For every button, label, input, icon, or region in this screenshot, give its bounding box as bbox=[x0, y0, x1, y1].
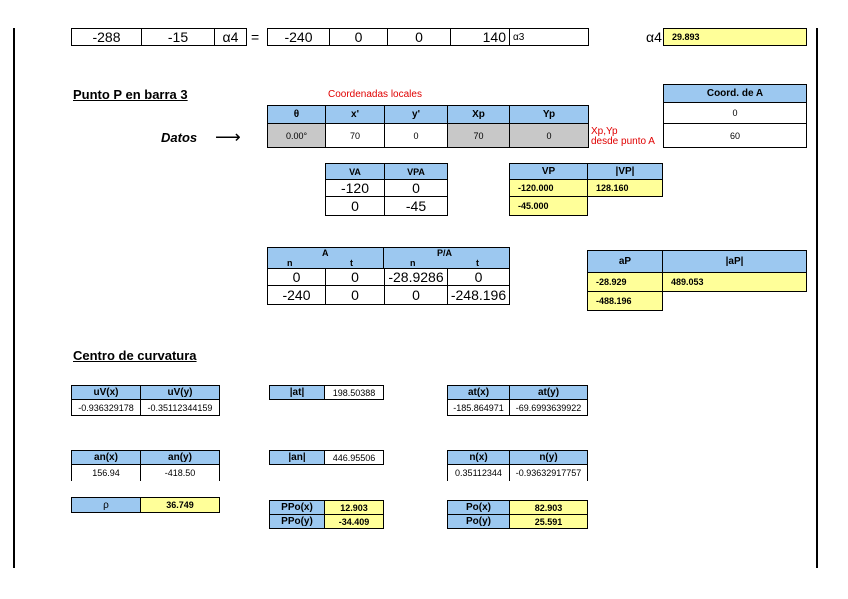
rho-label: ρ bbox=[71, 497, 141, 513]
top-cell-4[interactable]: -240 bbox=[267, 28, 330, 46]
nx-value[interactable]: 0.35112344 bbox=[447, 464, 510, 481]
header-anx: an(x) bbox=[71, 450, 141, 465]
value-x-local[interactable]: 70 bbox=[325, 123, 385, 148]
top-cell-7[interactable]: 140 bbox=[450, 28, 510, 46]
alpha4-value[interactable]: 29.893 bbox=[663, 28, 807, 46]
header-a-t: t bbox=[350, 258, 353, 268]
header-vpa: VPA bbox=[384, 163, 448, 180]
at-abs-value[interactable]: 198.50388 bbox=[324, 385, 384, 400]
alpha4-label: α4 bbox=[646, 29, 662, 45]
at-abs-label: |at| bbox=[269, 385, 325, 400]
po-x-label: Po(x) bbox=[447, 500, 510, 515]
top-cell-8[interactable]: α3 bbox=[509, 28, 589, 46]
ap-t[interactable]: -488.196 bbox=[587, 291, 663, 311]
an-abs-label: |an| bbox=[269, 450, 325, 465]
uvy-value[interactable]: -0.35112344159 bbox=[140, 399, 220, 416]
po-y-value[interactable]: 25.591 bbox=[509, 514, 588, 529]
rho-value[interactable]: 36.749 bbox=[140, 497, 220, 513]
header-xp: Xp bbox=[447, 105, 510, 124]
top-cell-3[interactable]: α4 bbox=[214, 28, 247, 46]
ny-value[interactable]: -0.93632917757 bbox=[509, 464, 588, 481]
header-uvy: uV(y) bbox=[140, 385, 220, 400]
header-any: an(y) bbox=[140, 450, 220, 465]
right-border bbox=[816, 28, 818, 568]
xp-yp-note-line2: desde punto A bbox=[591, 136, 655, 147]
header-pa-label: P/A bbox=[437, 248, 453, 258]
header-va: VA bbox=[325, 163, 385, 180]
top-cell-6[interactable]: 0 bbox=[387, 28, 451, 46]
an-abs-value[interactable]: 446.95506 bbox=[324, 450, 384, 465]
value-theta[interactable]: 0.00° bbox=[267, 123, 326, 148]
coord-a-x[interactable]: 0 bbox=[663, 102, 807, 124]
header-a-n: n bbox=[287, 258, 293, 268]
coord-a-y[interactable]: 60 bbox=[663, 123, 807, 148]
header-pa-t: t bbox=[476, 258, 479, 268]
top-cell-1[interactable]: -288 bbox=[71, 28, 142, 46]
xp-yp-note-line1: Xp,Yp bbox=[591, 126, 618, 137]
acc-r1-c4[interactable]: 0 bbox=[447, 268, 510, 286]
vp-y[interactable]: -45.000 bbox=[509, 196, 588, 216]
header-y-local: y' bbox=[384, 105, 448, 124]
header-ny: n(y) bbox=[509, 450, 588, 465]
header-a-label: A bbox=[322, 248, 329, 258]
header-yp: Yp bbox=[509, 105, 589, 124]
section-title-curvatura: Centro de curvatura bbox=[73, 348, 197, 363]
acc-r1-c1[interactable]: 0 bbox=[267, 268, 326, 286]
anx-value[interactable]: 156.94 bbox=[71, 464, 141, 481]
local-coords-label: Coordenadas locales bbox=[328, 89, 422, 100]
atx-value[interactable]: -185.864971 bbox=[447, 399, 510, 416]
ppo-y-label: PPo(y) bbox=[269, 514, 325, 529]
aty-value[interactable]: -69.6993639922 bbox=[509, 399, 588, 416]
ppo-x-value[interactable]: 12.903 bbox=[324, 500, 384, 515]
acc-r1-c3[interactable]: -28.9286 bbox=[384, 268, 448, 286]
header-aty: at(y) bbox=[509, 385, 588, 400]
va-row1[interactable]: -120 bbox=[325, 179, 385, 197]
left-border bbox=[13, 28, 15, 568]
datos-label: Datos bbox=[161, 130, 198, 145]
acc-r1-c2[interactable]: 0 bbox=[325, 268, 385, 286]
acc-r2-c3[interactable]: 0 bbox=[384, 285, 448, 305]
acc-r2-c4[interactable]: -248.196 bbox=[447, 285, 510, 305]
header-x-local: x' bbox=[325, 105, 385, 124]
vpa-row2[interactable]: -45 bbox=[384, 196, 448, 216]
equals-sign: = bbox=[251, 29, 260, 45]
header-pa-n: n bbox=[410, 258, 416, 268]
value-xp[interactable]: 70 bbox=[447, 123, 510, 148]
po-y-label: Po(y) bbox=[447, 514, 510, 529]
header-nx: n(x) bbox=[447, 450, 510, 465]
value-y-local[interactable]: 0 bbox=[384, 123, 448, 148]
header-vp-mag: |VP| bbox=[587, 163, 663, 180]
any-value[interactable]: -418.50 bbox=[140, 464, 220, 481]
header-atx: at(x) bbox=[447, 385, 510, 400]
vp-mag[interactable]: 128.160 bbox=[587, 179, 663, 197]
po-x-value[interactable]: 82.903 bbox=[509, 500, 588, 515]
ppo-x-label: PPo(x) bbox=[269, 500, 325, 515]
header-ap-mag: |aP| bbox=[662, 250, 807, 273]
section-title-punto-p: Punto P en barra 3 bbox=[73, 87, 188, 102]
header-theta: θ bbox=[267, 105, 326, 124]
va-row2[interactable]: 0 bbox=[325, 196, 385, 216]
ap-n[interactable]: -28.929 bbox=[587, 272, 663, 292]
ap-mag[interactable]: 489.053 bbox=[662, 272, 807, 292]
vpa-row1[interactable]: 0 bbox=[384, 179, 448, 197]
header-ap: aP bbox=[587, 250, 663, 273]
header-vp: VP bbox=[509, 163, 588, 180]
coord-a-header: Coord. de A bbox=[663, 84, 807, 103]
acc-r2-c2[interactable]: 0 bbox=[325, 285, 385, 305]
top-cell-5[interactable]: 0 bbox=[329, 28, 388, 46]
top-cell-2[interactable]: -15 bbox=[141, 28, 215, 46]
header-uvx: uV(x) bbox=[71, 385, 141, 400]
value-yp[interactable]: 0 bbox=[509, 123, 589, 148]
ppo-y-value[interactable]: -34.409 bbox=[324, 514, 384, 529]
uvx-value[interactable]: -0.936329178 bbox=[71, 399, 141, 416]
vp-x[interactable]: -120.000 bbox=[509, 179, 588, 197]
arrow-icon: ⟶ bbox=[215, 127, 241, 147]
acc-r2-c1[interactable]: -240 bbox=[267, 285, 326, 305]
